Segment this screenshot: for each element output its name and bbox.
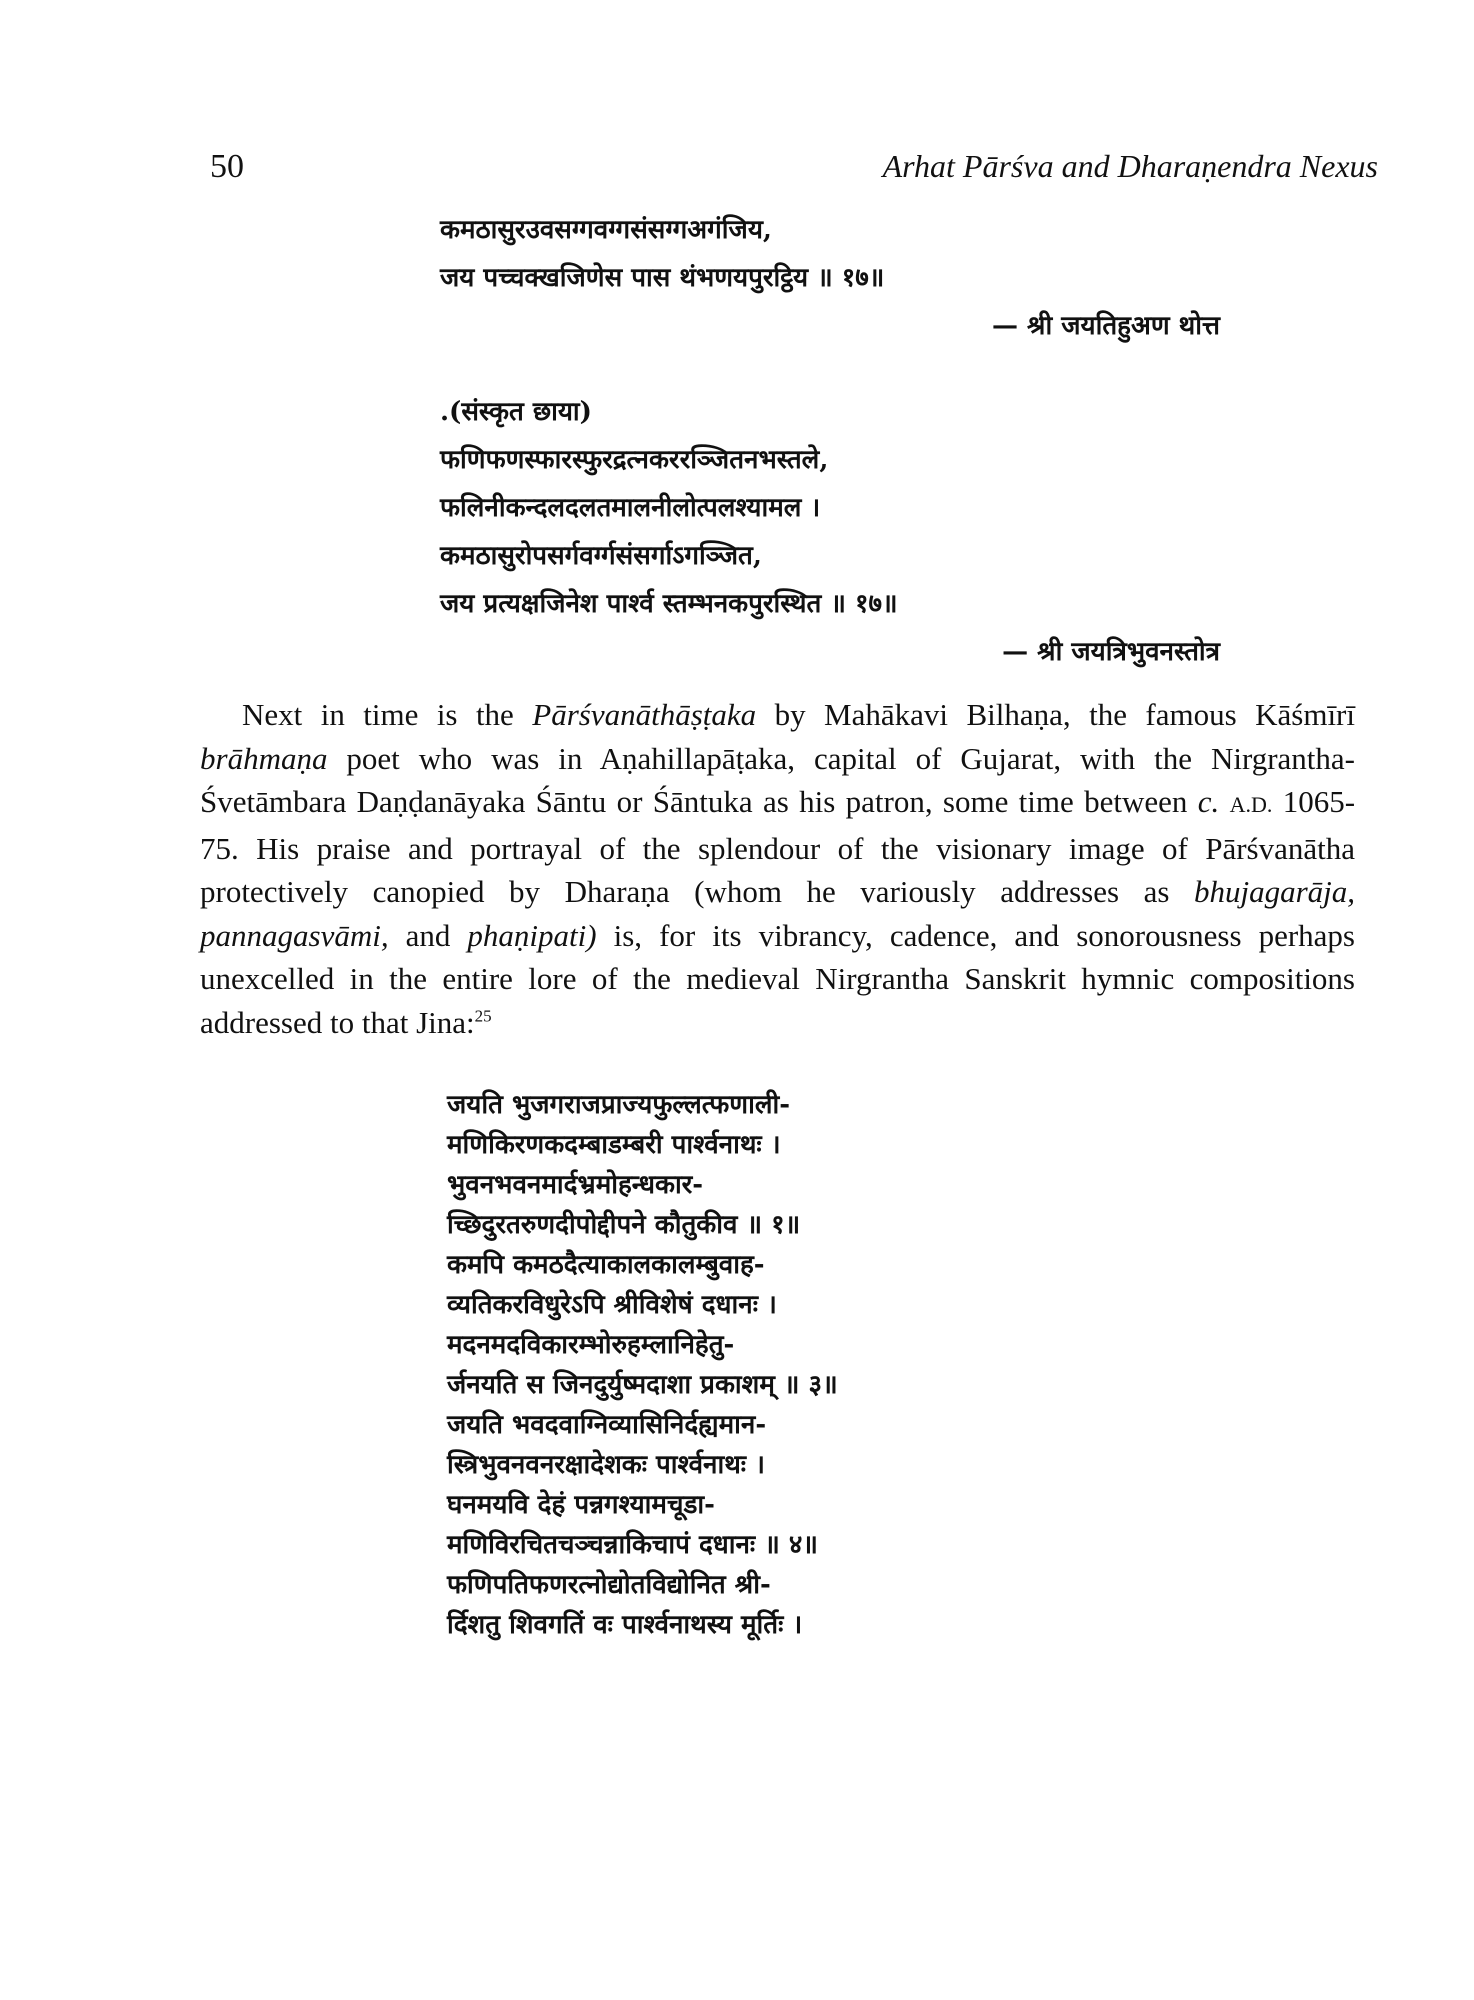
verse-line: कमठासुरउवसग्गवग्गसंसग्गअगंजिय, [440,215,772,245]
text-run: 1065-75. His praise and portrayal of the splendour of the visionary image of Pārśvanātha protectively canopied by Dharaṇa (whom he variously addresses as [200,784,1356,909]
paragraph-text [200,693,1355,1044]
italic-title: Pārśvanāthāṣṭaka [532,697,757,732]
verse-line: च्छिदुरतरुणदीपोद्दीपने कौतुकीव ॥ १॥ [447,1210,801,1240]
text-run: and [388,917,468,953]
verse-line: कमठासुरोपसर्गवर्ग्गसंसर्गाऽगञ्जित, [440,541,762,571]
verse-line: र्जनयति स जिनदुर्युष्मदाशा प्रकाशम् ॥ ३॥ [447,1370,838,1400]
verse-line: जयति भवदवाग्निव्यासिनिर्दह्यमान- [447,1410,767,1440]
verse-line: स्त्रिभुवनवनरक्षादेशकः पार्श्वनाथः । [447,1450,765,1480]
italic-term: bhujagarāja, pannagasvāmi, [200,874,1355,953]
verse-line: फलिनीकन्दलदलतमालनीलोत्पलश्यामल । [440,493,821,523]
chaya-heading: .(संस्कृत छाया) [440,397,592,427]
text-run [1219,784,1229,819]
text-run: is, for its vibrancy, cadence, and sonorousness perhaps unexcelled in the entire lore of the medieval Nirgrantha Sanskrit hymnic compositions addressed to that Jina: [200,917,1355,1040]
verse-line: र्दिशतु शिवगतिं वः पार्श्वनाथस्य मूर्तिः । [447,1610,803,1640]
text-run: by Mahākavi Bilhaṇa, the famous Kāśmīrī [756,697,1355,732]
verse-line: मदनमदविकारम्भोरुहम्लानिहेतु- [447,1330,735,1360]
verse-line: फणिफणस्फारस्फुरद्रत्नकररञ्जितनभस्तले, [440,445,829,475]
parsvanathastaka-verse [447,1085,1147,1645]
page-header [210,148,1378,192]
italic-term: c. [1197,784,1220,819]
verse-attribution: — श्री जयत्रिभुवनस्तोत्र [1002,637,1220,667]
italic-term: phaṇipati) [467,917,597,953]
verse-line: व्यतिकरविधुरेऽपि श्रीविशेषं दधानः । [447,1290,777,1320]
italic-term: brāhmaṇa [200,740,328,776]
small-caps-era: A.D. [1229,792,1273,817]
verse-line: जयति भुजगराजप्राज्यफुल्लत्फणाली- [447,1090,790,1120]
verse-line: घनमयवि देहं पन्नगश्यामचूडा- [447,1490,715,1520]
footnote-marker: 25 [474,1006,492,1026]
verse-line: मणिकिरणकदम्बाडम्बरी पार्श्वनाथः । [447,1130,781,1160]
verse-line: कमपि कमठदैत्याकालकालम्बुवाह- [447,1250,765,1280]
text-run: Next in time is the [242,697,533,732]
text-run: poet who was in Aṇahillapāṭaka, capital of Gujarat, with the Nirgrantha-Śvetāmbara Daṇḍanāyaka Śāntu or Śāntuka as his patron, some time between [200,740,1355,819]
running-title: Arhat Pārśva and Dharaṇendra Nexus [882,148,1378,184]
verse-line: जय प्रत्यक्षजिनेश पार्श्व स्तम्भनकपुरस्थित ॥ १७॥ [440,589,898,619]
prakrit-verse [440,206,1220,350]
page-number: 50 [210,148,244,185]
verse-line: फणिपतिफणरत्नोद्योतविद्योनित श्री- [447,1570,771,1600]
verse-line: भुवनभवनमार्दभ्रमोहन्धकार- [447,1170,704,1200]
verse-attribution: — श्री जयतिहुअण थोत्त [991,311,1220,341]
verse-line: मणिविरचितचञ्चन्नाकिचापं दधानः ॥ ४॥ [447,1530,818,1560]
verse-line: जय पच्चक्खजिणेस पास थंभणयपुरट्ठिय ॥ १७॥ [440,263,885,293]
sanskrit-chaya-verse [440,388,1220,676]
body-paragraph [200,693,1355,1044]
